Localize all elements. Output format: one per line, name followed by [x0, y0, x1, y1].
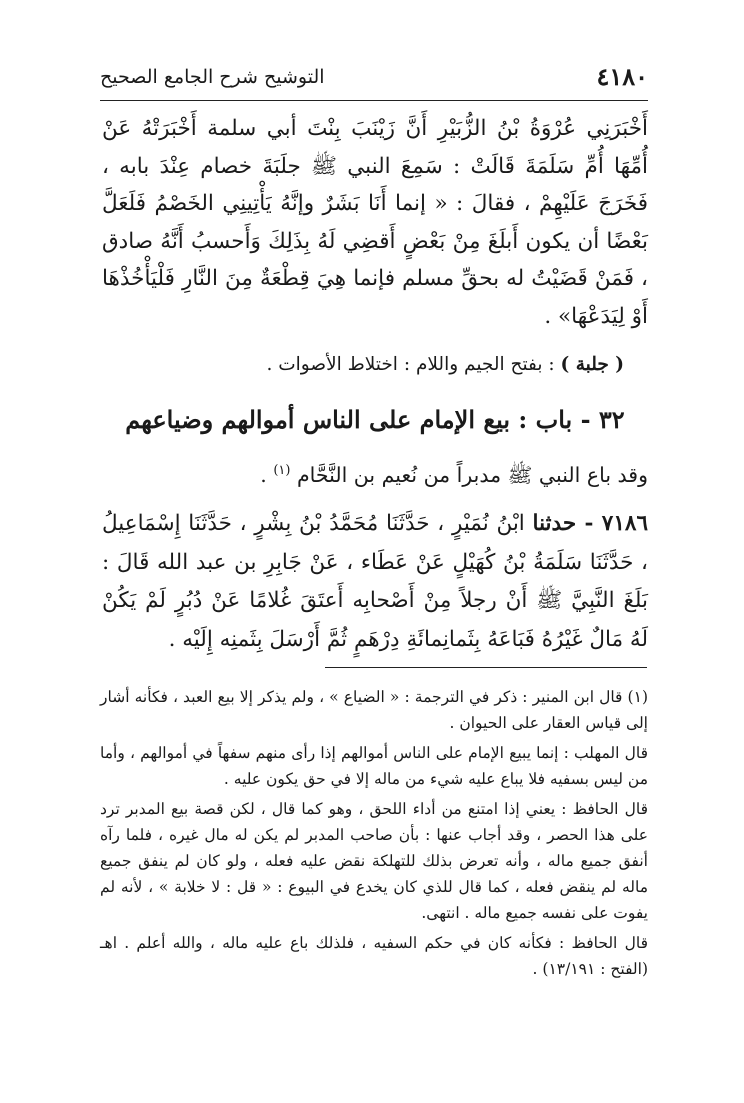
- hadith-number: ٧١٨٦ - حدثنا: [532, 511, 648, 536]
- hadith-text-continuation: أَخْبَرَنِي عُرْوَةُ بْنُ الزُّبَيْرِ أَنَّ زَيْنَبَ بِنْتَ أبي سلمة أَخْبَرَتْهُ عَنْ أُمِّهَا أُمِّ سَلَمَةَ قَالَتْ : سَمِعَ النبي ﷺ جلَبَةَ خصام عِنْدَ بابه ، فَخَرَجَ عَلَيْهِمْ ، فقالَ : « إنما أَنَا بَشَرٌ وإنَّهُ يَأْتِينِي الخَصْمُ فَلَعَلَّ بَعْضًا أن يكون أَبلَغَ مِنْ بَعْضٍ أَقضِي لَهُ بِذَلِكَ وَأَحسبُ أَنَّهُ صادق ، فَمَنْ قَضَيْتُ له بحقِّ مسلم فإنما هِيَ قِطْعَةٌ مِنَ النَّارِ فَلْيَأْخُذْهَا أَوْ لِيَدَعْهَا» .: [102, 116, 648, 329]
- footnote-hafiz-1: قال الحافظ : يعني إذا امتنع من أداء اللحق ، وهو كما قال ، لكن قصة بيع المدبر ترد على هذا الحصر ، وقد أجاب عنها : بأن صاحب المدبر لم يكن له مال غيره ، فلما رآه أنفق جميع ماله ، وأنه تعرض بذلك للتهلكة نقض عليه فعله ، ولو كان لم ينفق جميع ماله لم ينقض فعله ، كما قال للذي كان يخدع في البيوع : « قل : لا خلابة » ، لأنه لم يفوت على نفسه جميع ماله . انتهى.: [100, 800, 648, 922]
- footnote-muhallab: قال المهلب : إنما يبيع الإمام على الناس أموالهم إذا رأى منهم سفهاً في أموالهم ، وأما من ليس بسفيه فلا يباع عليه شيء من ماله إلا في حق يكون عليه .: [100, 744, 648, 788]
- page-header: [100, 60, 648, 101]
- footnotes: [100, 684, 648, 986]
- word-gloss: [266, 350, 624, 380]
- footnote-hafiz-2: قال الحافظ : فكأنه كان في حكم السفيه ، فلذلك باع عليه ماله ، والله أعلم . اهـ (الفتح : ١٣/١٩١) .: [100, 934, 648, 978]
- footnote-reference: (١): [273, 463, 291, 478]
- intro-end: .: [260, 462, 274, 487]
- chapter-title: ٣٢ - باب : بيع الإمام على الناس أموالهم وضياعهم: [125, 405, 625, 434]
- hadith-block: [102, 505, 648, 659]
- chapter-intro: [102, 454, 648, 492]
- gloss-definition: : بفتح الجيم واللام : اختلاط الأصوات .: [266, 354, 561, 375]
- page-number: ٤١٨٠: [596, 62, 648, 91]
- footnote-separator: [325, 667, 647, 668]
- hadith-text: ابْنُ نُمَيْرٍ ، حَدَّثَنَا مُحَمَّدُ بْنُ بِشْرٍ ، حَدَّثَنَا إِسْمَاعِيلُ ، حَدَّثَنَا سَلَمَةُ بْنُ كُهَيْلٍ عَنْ عَطَاء ، عَنْ جَابِرِ بن عبد الله قَالَ : بَلَغَ النَّبِيَّ ﷺ أَنْ رجلاً مِنْ أَصْحابِه أَعتَقَ غُلامًا عَنْ دُبُرٍ لَمْ يَكُنْ لَهُ مَالٌ غَيْرُهُ فَبَاعَهُ بِثَمانِمائَةِ دِرْهَمٍ ثُمَّ أَرْسَلَ بِثَمنِه إِلَيْه .: [102, 511, 648, 652]
- footnote-1: (١) قال ابن المنير : ذكر في الترجمة : « الضياع » ، ولم يذكر إلا بيع العبد ، فكأنه أشار إلى قياس العقار على الحيوان .: [100, 688, 648, 732]
- intro-text: وقد باع النبي ﷺ مدبراً من نُعيم بن النَّحَّام: [296, 462, 648, 487]
- running-title: التوشيح شرح الجامع الصحيح: [100, 66, 325, 88]
- gloss-term: ( جلبة ): [560, 354, 624, 375]
